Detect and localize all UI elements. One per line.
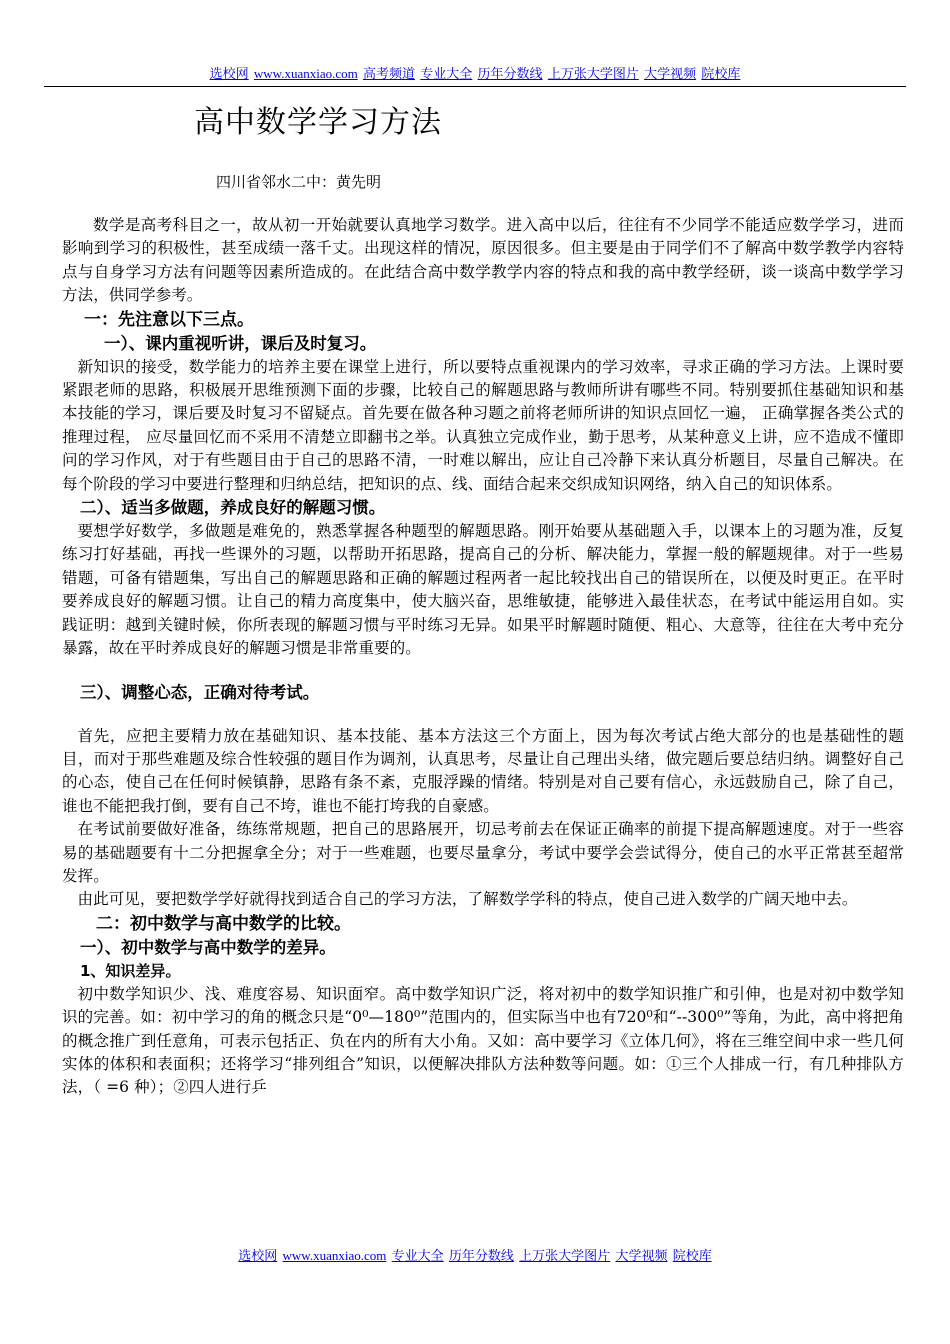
subsection3-heading: 三）、调整心态，正确对待考试。 [80,682,320,702]
nav-link-gaokao-channel[interactable]: 高考频道 [363,66,416,81]
intro-paragraph: 数学是高考科目之一，故从初一开始就要认真地学习数学。进入高中以后，往往有不少同学不能适应数学学习，进而影响到学习的积极性，甚至成绩一落千丈。出现这样的情况，原因很多。但主要是由于同学们不了解高中数学教学内容特点与自身学习方法有问题等因素所造成的。在此结合高中数学教学内容的特点和我的高中教学经研，谈一谈高中数学学习方法，供同学参考。 [62,216,904,305]
footer-link-website-url[interactable]: www.xuanxiao.com [282,1248,387,1263]
nav-link-xuanxiao[interactable]: 选校网 [209,66,249,81]
footer-link-school-database[interactable]: 院校库 [672,1248,712,1263]
subsection1-heading: 一）、课内重视听讲，课后及时复习。 [104,333,377,353]
footer-link-university-videos[interactable]: 大学视频 [615,1248,668,1263]
section2-heading: 二：初中数学与高中数学的比较。 [96,913,351,934]
nav-link-university-photos[interactable]: 上万张大学图片 [547,66,639,81]
knowledge-difference-paragraph: 初中数学知识少、浅、难度容易、知识面窄。高中数学知识广泛，将对初中的数学知识推广和引伸，也是对初中数学知识的完善。如：初中学习的角的概念只是“0⁰—180⁰”范围内的，但实际当中也有720⁰和“--300⁰”等角，为此，高中将把角的概念推广到任意角，可表示包括正、负在内的所有大小角。又如：高中要学习《立体几何》，将在三维空间中求一些几何实体的体积和表面积；还将学习“排列组合”知识，以便解决排队方法种数等问题。如：①三个人排成一行，有几种排队方法，（ =6 种）；②四人进行乒 [62,984,904,1097]
subsection2-heading: 二）、适当多做题，养成良好的解题习惯。 [80,498,386,518]
footer-link-xuanxiao[interactable]: 选校网 [238,1248,278,1263]
spacer [62,661,904,681]
section2-subsection1-heading: 一）、初中数学与高中数学的差异。 [80,937,336,957]
document-title: 高中数学学习方法 [194,105,442,140]
nav-link-school-database[interactable]: 院校库 [701,66,741,81]
document-body [62,214,904,1100]
knowledge-difference-heading: 1、知识差异。 [80,961,181,980]
nav-link-university-videos[interactable]: 大学视频 [644,66,697,81]
spacer [62,705,904,725]
subsection3-paragraph-3: 由此可见，要把数学学好就得找到适合自己的学习方法，了解数学学科的特点，使自己进入数学的广阔天地中去。 [77,890,858,909]
document-author: 四川省邻水二中：黄先明 [216,173,382,191]
subsection3-paragraph-1: 首先，应把主要精力放在基础知识、基本技能、基本方法这三个方面上，因为每次考试占绝大部分的也是基础性的题目，而对于那些难题及综合性较强的题目作为调剂，认真思考，尽量让自己理出头绪，做完题后要总结归纳。调整好自己的心态，使自己在任何时候镇静，思路有条不紊，克服浮躁的情绪。特别是对自己要有信心，永远鼓励自己，除了自己，谁也不能把我打倒，要有自己不垮，谁也不能打垮我的自豪感。 [62,726,904,815]
section1-heading: 一：先注意以下三点。 [84,309,254,330]
subsection3-paragraph-2: 在考试前要做好准备，练练常规题，把自己的思路展开，切忌考前去在保证正确率的前提下提高解题速度。对于一些容易的基础题要有十二分把握拿全分；对于一些难题，也要尽量拿分，考试中要学会尝试得分，使自己的水平正常甚至超常发挥。 [62,820,904,885]
subsection2-paragraph: 要想学好数学，多做题是难免的，熟悉掌握各种题型的解题思路。刚开始要从基础题入手，以课本上的习题为准，反复练习打好基础，再找一些课外的习题，以帮助开拓思路，提高自己的分析、解决能力，掌握一般的解题规律。对于一些易错题，可备有错题集，写出自己的解题思路和正确的解题过程两者一起比较找出自己的错误所在，以便及时更正。在平时要养成良好的解题习惯。让自己的精力高度集中，使大脑兴奋，思维敏捷，能够进入最佳状态，在考试中能运用自如。实践证明：越到关键时候，你所表现的解题习惯与平时练习无异。如果平时解题时随便、粗心、大意等，往往在大考中充分暴露，故在平时养成良好的解题习惯是非常重要的。 [62,522,904,658]
footer-nav [0,1248,950,1264]
footer-link-university-photos[interactable]: 上万张大学图片 [519,1248,611,1263]
nav-link-majors[interactable]: 专业大全 [420,66,473,81]
header-divider [44,86,906,87]
footer-link-score-lines[interactable]: 历年分数线 [448,1248,514,1263]
header-nav [0,66,950,82]
subsection1-paragraph: 新知识的接受，数学能力的培养主要在课堂上进行，所以要特点重视课内的学习效率，寻求正确的学习方法。上课时要紧跟老师的思路，积极展开思维预测下面的步骤，比较自己的解题思路与教师所讲有哪些不同。特别要抓住基础知识和基本技能的学习，课后要及时复习不留疑点。首先要在做各种习题之前将老师所讲的知识点回忆一遍， 正确掌握各类公式的推理过程， 应尽量回忆而不采用不清楚立即翻书之举。认真独立完成作业，勤于思考，从某种意义上讲，应不造成不懂即问的学习作风，对于有些题目由于自己的思路不清，一时难以解出，应让自己冷静下来认真分析题目，尽量自己解决。在每个阶段的学习中要进行整理和归纳总结，把知识的点、线、面结合起来交织成知识网络，纳入自己的知识体系。 [62,357,904,493]
nav-link-website-url[interactable]: www.xuanxiao.com [253,66,358,81]
nav-link-score-lines[interactable]: 历年分数线 [477,66,543,81]
footer-link-majors[interactable]: 专业大全 [391,1248,444,1263]
